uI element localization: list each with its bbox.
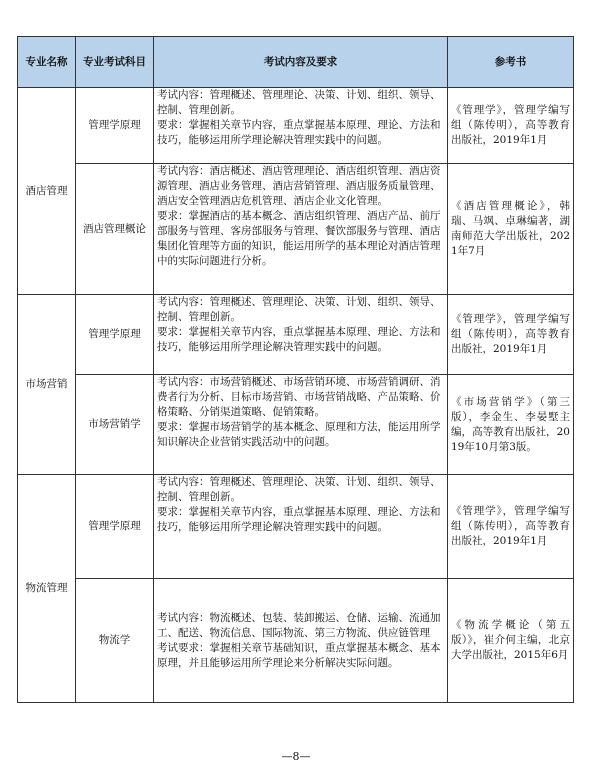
exam-content [154, 164, 448, 295]
page-number: —8— [281, 750, 311, 763]
table-row [18, 579, 574, 703]
content-paragraph: 要求：掌握相关章节内容，重点掌握基本原理、理论、方法和技巧，能够运用所学理论解决管理实践中的问题。 [157, 506, 441, 533]
content-paragraph: 考试内容：酒店概述、酒店管理理论、酒店组织管理、酒店资源管理、酒店业务管理、酒店营销管理、酒店服务质量管理、酒店安全管理酒店危机管理、酒店企业文化管理。 [157, 165, 441, 207]
content-paragraph: 考试内容：管理概述、管理理论、决策、计划、组织、领导、控制、管理创新。 [157, 296, 441, 323]
exam-content [154, 475, 448, 579]
content-paragraph: 考试内容：管理概述、管理理论、决策、计划、组织、领导、控制、管理创新。 [157, 89, 441, 116]
subject-name: 管理学原理 [76, 475, 154, 579]
major-name: 物流管理 [18, 475, 76, 703]
exam-content [154, 295, 448, 375]
syllabus-table [17, 36, 574, 703]
content-paragraph: 要求：掌握相关章节内容，重点掌握基本原理、理论、方法和技巧，能够运用所学理论解决管理实践中的问题。 [157, 326, 441, 353]
subject-name: 管理学原理 [76, 88, 154, 164]
exam-content [154, 579, 448, 703]
table-row [18, 164, 574, 295]
subject-name: 酒店管理概论 [76, 164, 154, 295]
content-paragraph: 考试内容：市场营销概述、市场营销环境、市场营销调研、消费者行为分析、目标市场营销、市场营销战略、产品策略、价格策略、分销渠道策略、促销策略。 [157, 376, 441, 418]
header-content: 考试内容及要求 [154, 37, 448, 88]
reference-book: 《管理学》，管理学编写组（陈传明），高等教育出版社，2019年1月 [448, 475, 574, 579]
table-row [18, 475, 574, 579]
reference-book: 《市场营销学》（第三版），李金生、李晏墅主编，高等教育出版社，2019年10月第3版。 [448, 375, 574, 475]
content-paragraph: 考试要求：掌握相关章节基础知识，重点掌握基本概念、基本原理，并且能够运用所学理论来分析解决实际问题。 [157, 641, 441, 669]
content-paragraph: 要求：掌握酒店的基本概念、酒店组织管理、酒店产品、前厅部服务与管理、客房部服务与管理、餐饮部服务与管理、酒店集团化管理等方面的知识，能运用所学的基本理论对酒店管理中的实际问题进行分析。 [157, 210, 441, 267]
exam-content [154, 88, 448, 164]
table-row [18, 88, 574, 164]
reference-book: 《管理学》，管理学编写组（陈传明），高等教育出版社，2019年1月 [448, 88, 574, 164]
subject-name: 市场营销学 [76, 375, 154, 475]
major-name: 酒店管理 [18, 88, 76, 295]
reference-book: 《酒店管理概论》，韩瑞、马飒、卓琳编著，湖南师范大学出版社，2021年7月 [448, 164, 574, 295]
content-paragraph: 要求：掌握相关章节内容，重点掌握基本原理、理论、方法和技巧，能够运用所学理论解决管理实践中的问题。 [157, 119, 441, 146]
header-major: 专业名称 [18, 37, 76, 88]
table-row [18, 375, 574, 475]
major-name: 市场营销 [18, 295, 76, 475]
reference-book: 《物流学概论（第五版）》，崔介何主编，北京大学出版社，2015年6月 [448, 579, 574, 703]
content-paragraph: 考试内容：物流概述、包装、装卸搬运、仓储、运输、流通加工、配送、物流信息、国际物流、第三方物流、供应链管理 [157, 611, 441, 639]
table-row [18, 295, 574, 375]
header-book: 参考书 [448, 37, 574, 88]
content-paragraph: 要求：掌握市场营销学的基本概念、原理和方法，能运用所学知识解决企业营销实践活动中的问题。 [157, 421, 441, 448]
header-row [18, 37, 574, 88]
subject-name: 物流学 [76, 579, 154, 703]
content-paragraph: 考试内容：管理概述、管理理论、决策、计划、组织、领导、控制、管理创新。 [157, 476, 441, 503]
header-subject: 专业考试科目 [76, 37, 154, 88]
reference-book: 《管理学》，管理学编写组（陈传明），高等教育出版社，2019年1月 [448, 295, 574, 375]
subject-name: 管理学原理 [76, 295, 154, 375]
exam-content [154, 375, 448, 475]
